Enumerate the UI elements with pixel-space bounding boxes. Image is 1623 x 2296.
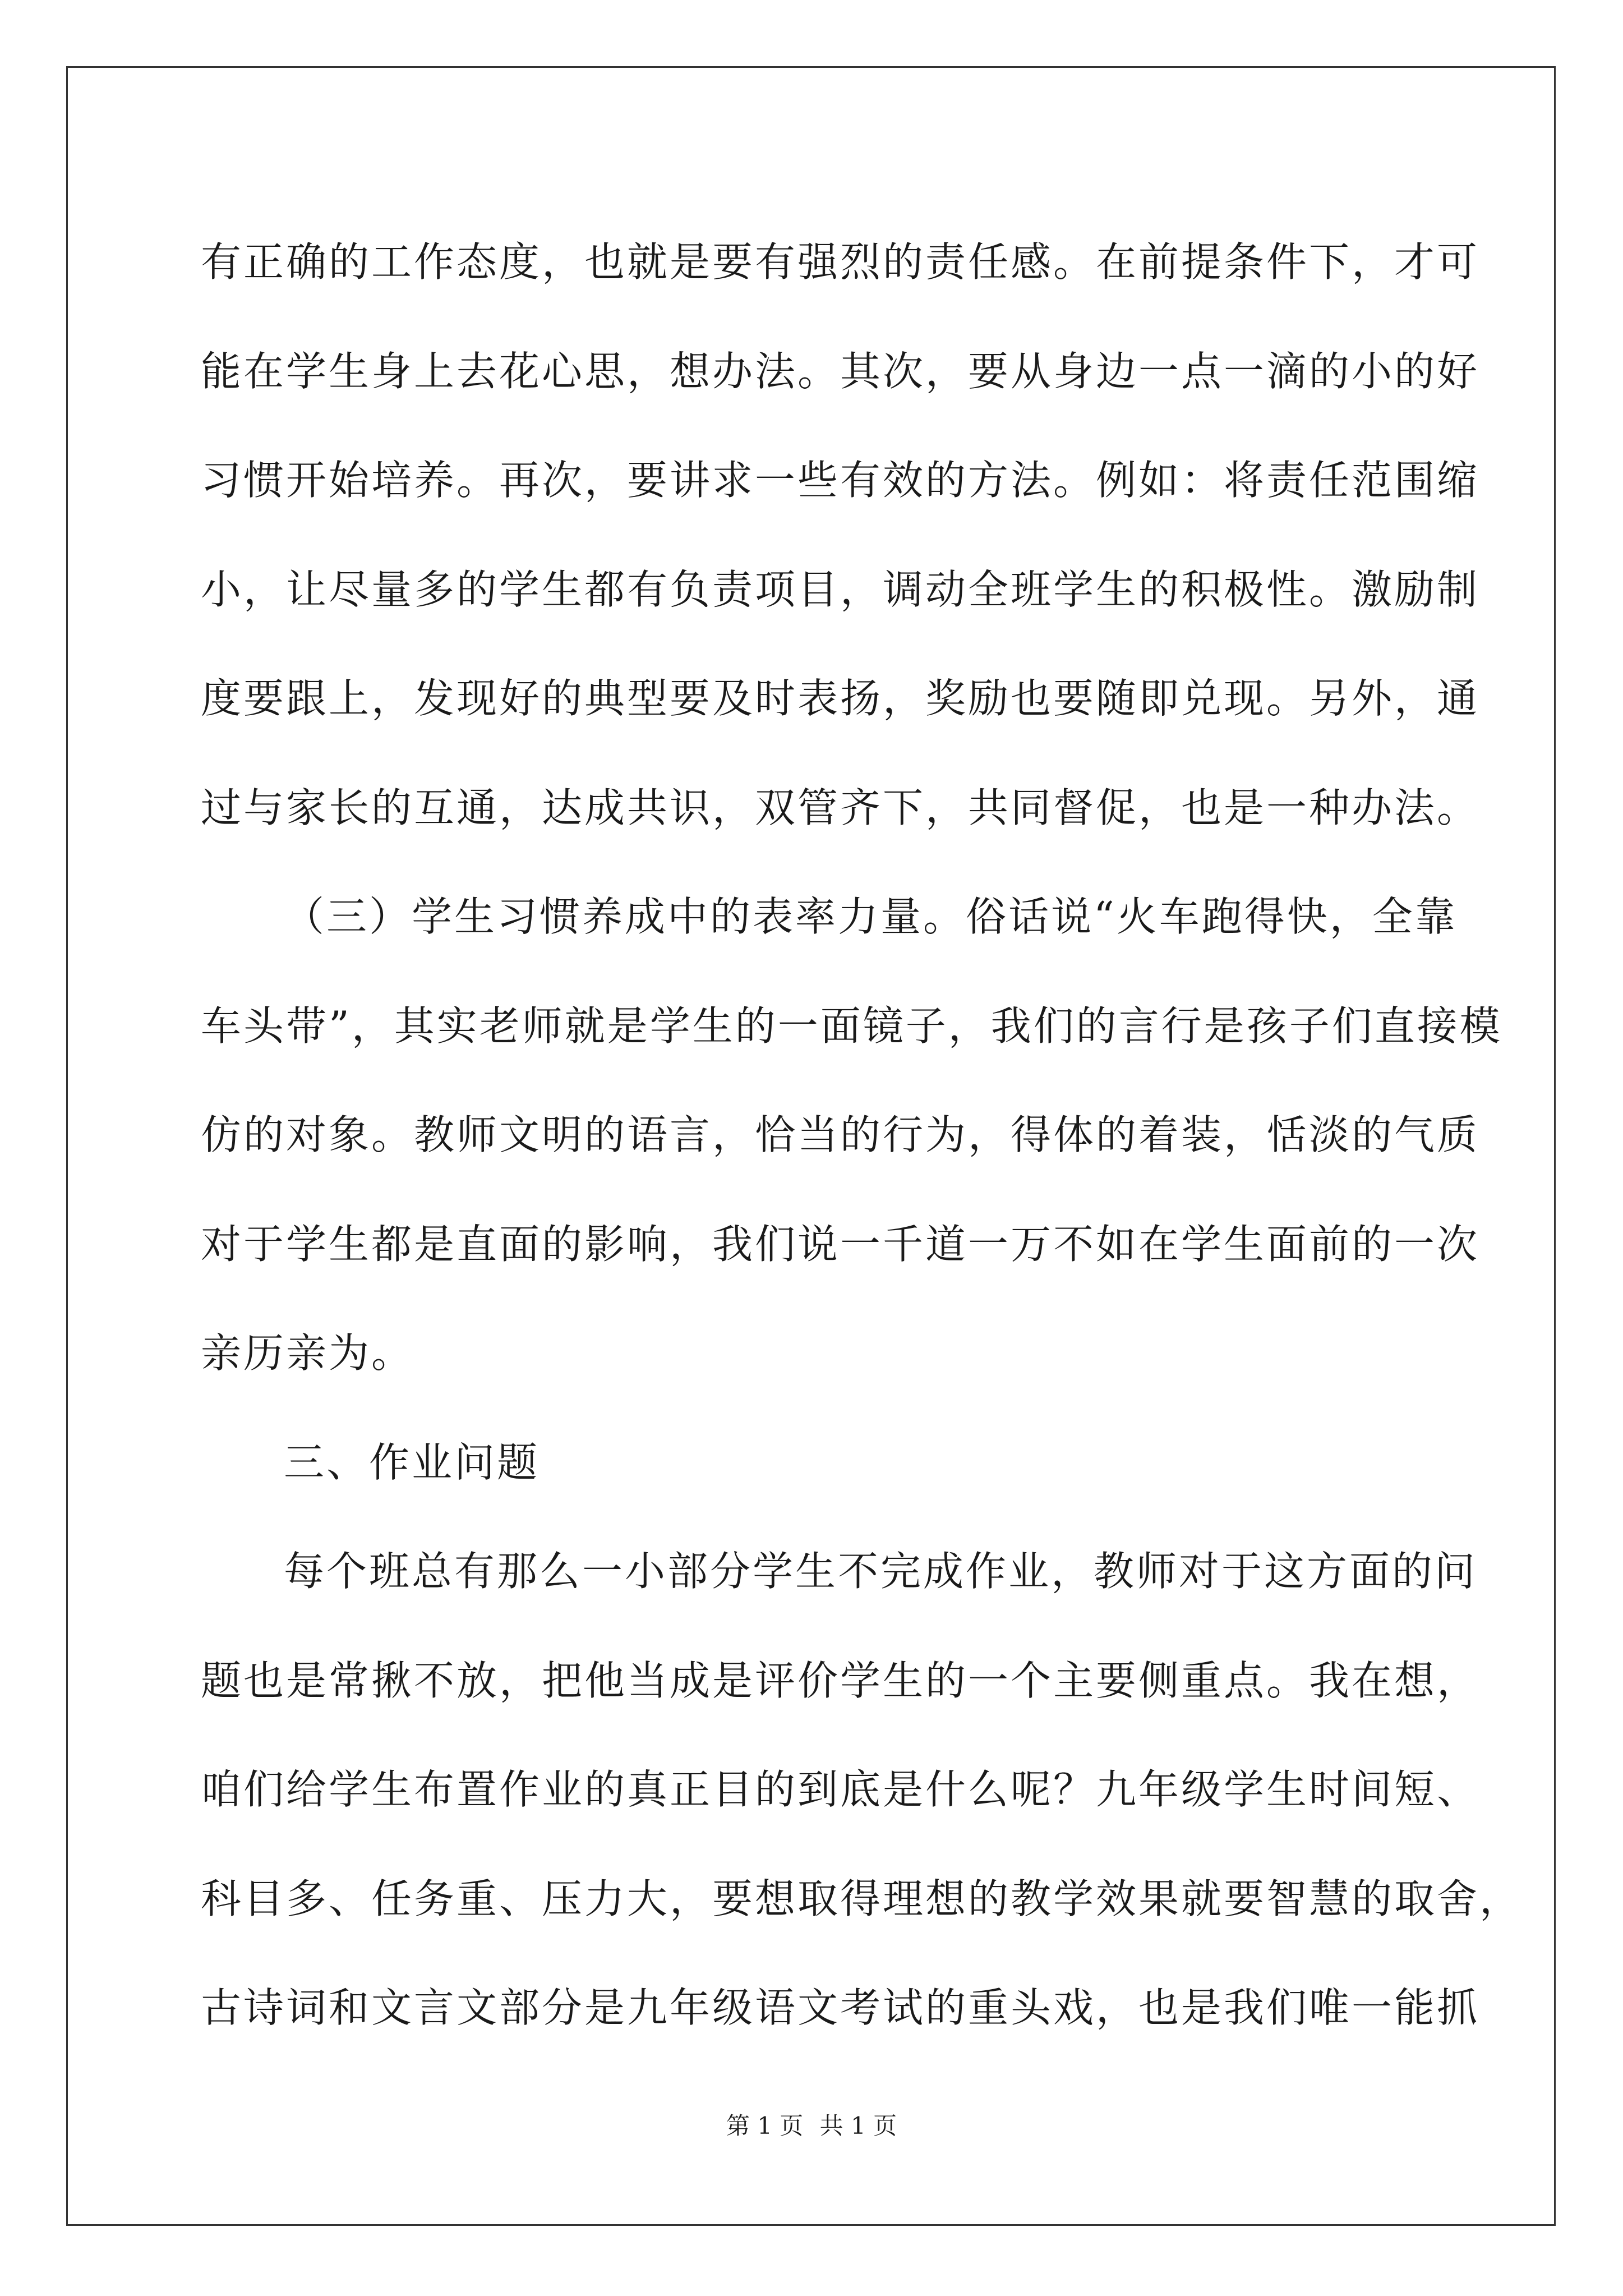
text-line-16: 科目多、任务重、压力大，要想取得理想的教学效果就要智慧的取舍， (201, 1875, 1523, 1922)
text-line-13: 每个班总有那么一小部分学生不完成作业，教师对于这方面的问 (284, 1548, 1478, 1595)
text-line-17: 古诗词和文言文部分是九年级语文考试的重头戏，也是我们唯一能抓 (201, 1984, 1480, 2031)
text-line-11: 亲历亲为。 (201, 1329, 414, 1377)
text-line-2: 能在学生身上去花心思，想办法。其次，要从身边一点一滴的小的好 (201, 347, 1480, 395)
page-total: 共 1 页 (819, 2112, 897, 2139)
text-line-3: 习惯开始培养。再次，要讲求一些有效的方法。例如：将责任范围缩 (201, 457, 1480, 504)
text-line-15: 咱们给学生布置作业的真正目的到底是什么呢？九年级学生时间短、 (201, 1766, 1480, 1813)
text-line-14: 题也是常揪不放，把他当成是评价学生的一个主要侧重点。我在想， (201, 1657, 1480, 1704)
text-line-9: 仿的对象。教师文明的语言，恰当的行为，得体的着装，恬淡的气质 (201, 1111, 1480, 1158)
text-line-1: 有正确的工作态度，也就是要有强烈的责任感。在前提条件下，才可 (201, 238, 1480, 286)
text-line-10: 对于学生都是直面的影响，我们说一千道一万不如在学生面前的一次 (201, 1220, 1480, 1268)
section-heading: 三、作业问题 (284, 1438, 540, 1486)
text-line-6: 过与家长的互通，达成共识，双管齐下，共同督促，也是一种办法。 (201, 784, 1480, 831)
text-line-4: 小，让尽量多的学生都有负责项目，调动全班学生的积极性。激励制 (201, 565, 1480, 613)
text-line-5: 度要跟上，发现好的典型要及时表扬，奖励也要随即兑现。另外，通 (201, 675, 1480, 722)
page-footer (0, 2110, 1623, 2142)
text-line-7: （三）学生习惯养成中的表率力量。俗话说“火车跑得快，全靠 (284, 893, 1458, 940)
page-number: 第 1 页 (726, 2112, 804, 2139)
text-line-8: 车头带”，其实老师就是学生的一面镜子，我们的言行是孩子们直接模 (201, 1002, 1502, 1050)
document-body (201, 208, 1523, 2063)
